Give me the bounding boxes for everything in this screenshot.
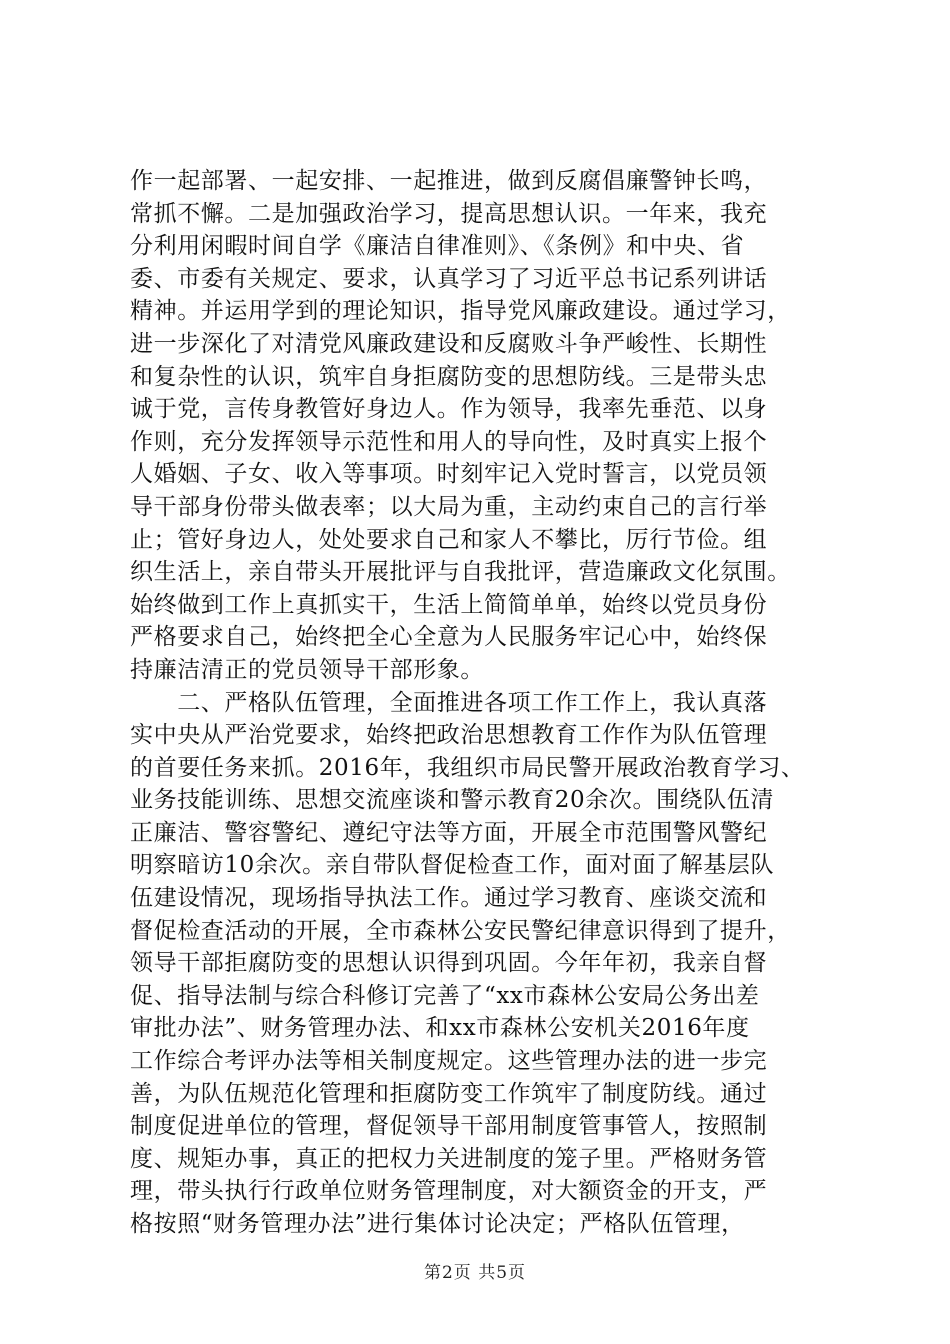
page-number: 第2页 共5页 — [423, 1263, 527, 1283]
paragraph-1 — [130, 165, 830, 687]
text-line: 领导干部拒腐防变的思想认识得到巩固。今年年初，我亲自督 — [130, 950, 768, 977]
text-line: 度、规矩办事，真正的把权力关进制度的笼子里。严格财务管 — [130, 1145, 768, 1172]
text-line: 诚于党，言传身教管好身边人。作为领导，我率先垂范、以身 — [130, 396, 768, 423]
text-line: 作则，充分发挥领导示范性和用人的导向性，及时真实上报个 — [130, 428, 768, 455]
text-line: 和复杂性的认识，筑牢自身拒腐防变的思想防线。三是带头忠 — [130, 363, 768, 390]
text-line: 善，为队伍规范化管理和拒腐防变工作筑牢了制度防线。通过 — [130, 1080, 768, 1107]
text-line: 业务技能训练、思想交流座谈和警示教育20余次。围绕队伍清 — [130, 787, 775, 814]
text-line: 止；管好身边人，处处要求自己和家人不攀比，厉行节俭。组 — [130, 526, 768, 553]
text-line: 作一起部署、一起安排、一起推进，做到反腐倡廉警钟长鸣， — [130, 168, 768, 194]
text-line: 精神。并运用学到的理论知识，指导党风廉政建设。通过学习， — [130, 298, 791, 325]
text-line: 正廉洁、警容警纪、遵纪守法等方面，开展全市范围警风警纪 — [130, 819, 768, 846]
text-line: 理，带头执行行政单位财务管理制度，对大额资金的开支，严 — [130, 1178, 768, 1205]
text-line: 进一步深化了对清党风廉政建设和反腐败斗争严峻性、长期性 — [130, 330, 768, 357]
text-line: 明察暗访10余次。亲自带队督促检查工作，面对面了解基层队 — [130, 852, 775, 879]
page-footer — [0, 1262, 950, 1284]
text-line: 始终做到工作上真抓实干，生活上简简单单，始终以党员身份 — [130, 591, 768, 618]
text-line: 人婚姻、子女、收入等事项。时刻牢记入党时誓言，以党员领 — [130, 461, 768, 488]
text-line: 常抓不懈。二是加强政治学习，提高思想认识。一年来，我充 — [130, 200, 768, 227]
text-line: 实中央从严治党要求，始终把政治思想教育工作作为队伍管理 — [130, 722, 768, 749]
text-line: 严格要求自己，始终把全心全意为人民服务牢记心中，始终保 — [130, 624, 768, 651]
text-line: 审批办法”、财务管理办法、和xx市森林公安机关2016年度 — [130, 1015, 750, 1042]
text-line: 二、严格队伍管理，全面推进各项工作工作上，我认真落 — [130, 689, 768, 716]
paragraph-2 — [130, 687, 830, 1241]
text-line: 督促检查活动的开展，全市森林公安民警纪律意识得到了提升， — [130, 917, 791, 944]
text-line: 促、指导法制与综合科修订完善了“xx市森林公安局公务出差 — [130, 982, 760, 1009]
text-line: 的首要任务来抓。2016年，我组织市局民警开展政治教育学习、 — [130, 754, 805, 781]
text-line: 工作综合考评办法等相关制度规定。这些管理办法的进一步完 — [130, 1048, 768, 1075]
text-line: 导干部身份带头做表率；以大局为重，主动约束自己的言行举 — [130, 493, 768, 520]
text-line: 持廉洁清正的党员领导干部形象。 — [130, 656, 484, 683]
body-text — [130, 165, 830, 1241]
text-line: 制度促进单位的管理，督促领导干部用制度管事管人，按照制 — [130, 1113, 768, 1140]
text-line: 织生活上，亲自带头开展批评与自我批评，营造廉政文化氛围。 — [130, 559, 791, 586]
text-line: 伍建设情况，现场指导执法工作。通过学习教育、座谈交流和 — [130, 885, 768, 912]
text-line: 分利用闲暇时间自学《廉洁自律准则》、《条例》和中央、省 — [130, 233, 745, 260]
text-line: 格按照“财务管理办法”进行集体讨论决定；严格队伍管理， — [130, 1211, 745, 1237]
text-line: 委、市委有关规定、要求，认真学习了习近平总书记系列讲话 — [130, 265, 768, 292]
